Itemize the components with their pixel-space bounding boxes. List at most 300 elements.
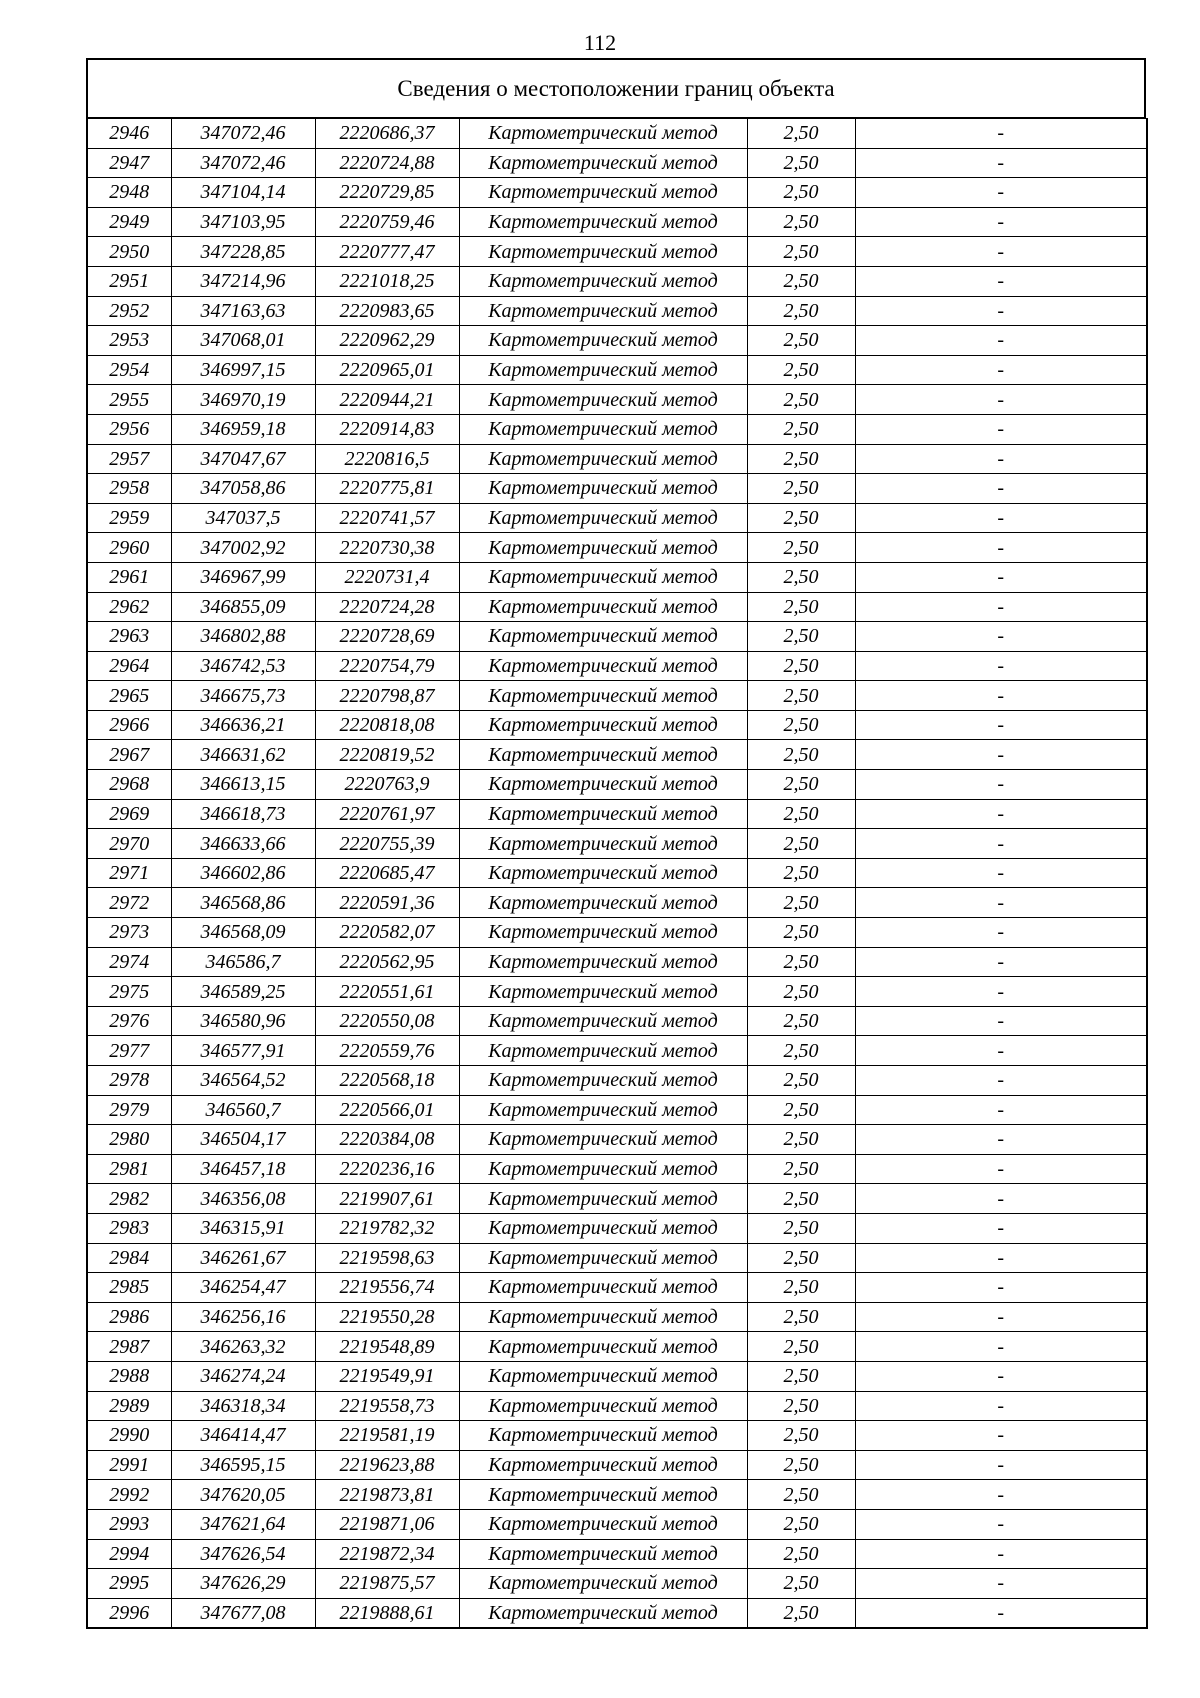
point-number-cell: 2967 <box>87 740 171 770</box>
table-row <box>87 770 1147 800</box>
x-coordinate-cell: 347047,67 <box>171 444 315 474</box>
method-cell: Картометрический метод <box>459 266 747 296</box>
method-cell: Картометрический метод <box>459 1184 747 1214</box>
point-number-cell: 2968 <box>87 770 171 800</box>
accuracy-cell: 2,50 <box>747 148 855 178</box>
x-coordinate-cell: 346256,16 <box>171 1302 315 1332</box>
table-row <box>87 266 1147 296</box>
y-coordinate-cell: 2219782,32 <box>315 1213 459 1243</box>
accuracy-cell: 2,50 <box>747 592 855 622</box>
table-row <box>87 207 1147 237</box>
method-cell: Картометрический метод <box>459 740 747 770</box>
y-coordinate-cell: 2220559,76 <box>315 1036 459 1066</box>
point-number-cell: 2952 <box>87 296 171 326</box>
table-row <box>87 1125 1147 1155</box>
method-cell: Картометрический метод <box>459 1450 747 1480</box>
y-coordinate-cell: 2220685,47 <box>315 858 459 888</box>
accuracy-cell: 2,50 <box>747 474 855 504</box>
x-coordinate-cell: 346997,15 <box>171 355 315 385</box>
table-row <box>87 1480 1147 1510</box>
accuracy-cell: 2,50 <box>747 1213 855 1243</box>
table-row <box>87 947 1147 977</box>
x-coordinate-cell: 346618,73 <box>171 799 315 829</box>
y-coordinate-cell: 2220965,01 <box>315 355 459 385</box>
x-coordinate-cell: 346564,52 <box>171 1066 315 1096</box>
description-cell: - <box>855 799 1147 829</box>
point-number-cell: 2959 <box>87 503 171 533</box>
table-row <box>87 1036 1147 1066</box>
description-cell: - <box>855 207 1147 237</box>
point-number-cell: 2965 <box>87 681 171 711</box>
x-coordinate-cell: 347626,54 <box>171 1539 315 1569</box>
method-cell: Картометрический метод <box>459 1391 747 1421</box>
table-row <box>87 1361 1147 1391</box>
table-row <box>87 533 1147 563</box>
x-coordinate-cell: 347072,46 <box>171 148 315 178</box>
table-body <box>87 119 1147 1629</box>
description-cell: - <box>855 1450 1147 1480</box>
y-coordinate-cell: 2220384,08 <box>315 1125 459 1155</box>
y-coordinate-cell: 2219550,28 <box>315 1302 459 1332</box>
y-coordinate-cell: 2220798,87 <box>315 681 459 711</box>
method-cell: Картометрический метод <box>459 444 747 474</box>
x-coordinate-cell: 347163,63 <box>171 296 315 326</box>
y-coordinate-cell: 2220777,47 <box>315 237 459 267</box>
x-coordinate-cell: 346970,19 <box>171 385 315 415</box>
description-cell: - <box>855 326 1147 356</box>
point-number-cell: 2947 <box>87 148 171 178</box>
description-cell: - <box>855 562 1147 592</box>
description-cell: - <box>855 1095 1147 1125</box>
table-row <box>87 562 1147 592</box>
point-number-cell: 2984 <box>87 1243 171 1273</box>
method-cell: Картометрический метод <box>459 1539 747 1569</box>
y-coordinate-cell: 2220724,88 <box>315 148 459 178</box>
description-cell: - <box>855 444 1147 474</box>
table-row <box>87 1421 1147 1451</box>
method-cell: Картометрический метод <box>459 1332 747 1362</box>
accuracy-cell: 2,50 <box>747 622 855 652</box>
method-cell: Картометрический метод <box>459 385 747 415</box>
point-number-cell: 2974 <box>87 947 171 977</box>
table-row <box>87 1302 1147 1332</box>
table-row <box>87 1569 1147 1599</box>
y-coordinate-cell: 2220568,18 <box>315 1066 459 1096</box>
point-number-cell: 2970 <box>87 829 171 859</box>
accuracy-cell: 2,50 <box>747 681 855 711</box>
point-number-cell: 2987 <box>87 1332 171 1362</box>
x-coordinate-cell: 346577,91 <box>171 1036 315 1066</box>
accuracy-cell: 2,50 <box>747 829 855 859</box>
y-coordinate-cell: 2220775,81 <box>315 474 459 504</box>
method-cell: Картометрический метод <box>459 1480 747 1510</box>
point-number-cell: 2983 <box>87 1213 171 1243</box>
accuracy-cell: 2,50 <box>747 947 855 977</box>
y-coordinate-cell: 2219888,61 <box>315 1598 459 1628</box>
description-cell: - <box>855 651 1147 681</box>
x-coordinate-cell: 346855,09 <box>171 592 315 622</box>
description-cell: - <box>855 119 1147 149</box>
y-coordinate-cell: 2219556,74 <box>315 1273 459 1303</box>
description-cell: - <box>855 1273 1147 1303</box>
accuracy-cell: 2,50 <box>747 1480 855 1510</box>
point-number-cell: 2950 <box>87 237 171 267</box>
x-coordinate-cell: 346315,91 <box>171 1213 315 1243</box>
description-cell: - <box>855 1391 1147 1421</box>
accuracy-cell: 2,50 <box>747 178 855 208</box>
method-cell: Картометрический метод <box>459 1095 747 1125</box>
y-coordinate-cell: 2220818,08 <box>315 710 459 740</box>
x-coordinate-cell: 346580,96 <box>171 1006 315 1036</box>
description-cell: - <box>855 1361 1147 1391</box>
point-number-cell: 2982 <box>87 1184 171 1214</box>
description-cell: - <box>855 266 1147 296</box>
point-number-cell: 2979 <box>87 1095 171 1125</box>
accuracy-cell: 2,50 <box>747 977 855 1007</box>
description-cell: - <box>855 148 1147 178</box>
point-number-cell: 2972 <box>87 888 171 918</box>
point-number-cell: 2978 <box>87 1066 171 1096</box>
x-coordinate-cell: 347626,29 <box>171 1569 315 1599</box>
accuracy-cell: 2,50 <box>747 1066 855 1096</box>
method-cell: Картометрический метод <box>459 414 747 444</box>
y-coordinate-cell: 2219873,81 <box>315 1480 459 1510</box>
method-cell: Картометрический метод <box>459 681 747 711</box>
method-cell: Картометрический метод <box>459 1509 747 1539</box>
accuracy-cell: 2,50 <box>747 1243 855 1273</box>
method-cell: Картометрический метод <box>459 1273 747 1303</box>
description-cell: - <box>855 947 1147 977</box>
y-coordinate-cell: 2220816,5 <box>315 444 459 474</box>
accuracy-cell: 2,50 <box>747 503 855 533</box>
description-cell: - <box>855 1006 1147 1036</box>
x-coordinate-cell: 346636,21 <box>171 710 315 740</box>
description-cell: - <box>855 622 1147 652</box>
accuracy-cell: 2,50 <box>747 1361 855 1391</box>
y-coordinate-cell: 2219548,89 <box>315 1332 459 1362</box>
accuracy-cell: 2,50 <box>747 266 855 296</box>
description-cell: - <box>855 918 1147 948</box>
coordinates-table-sheet <box>86 58 1146 1629</box>
table-row <box>87 622 1147 652</box>
x-coordinate-cell: 347068,01 <box>171 326 315 356</box>
accuracy-cell: 2,50 <box>747 1421 855 1451</box>
accuracy-cell: 2,50 <box>747 651 855 681</box>
x-coordinate-cell: 346802,88 <box>171 622 315 652</box>
point-number-cell: 2973 <box>87 918 171 948</box>
y-coordinate-cell: 2219871,06 <box>315 1509 459 1539</box>
point-number-cell: 2994 <box>87 1539 171 1569</box>
table-row <box>87 740 1147 770</box>
table-row <box>87 1332 1147 1362</box>
x-coordinate-cell: 347072,46 <box>171 119 315 149</box>
point-number-cell: 2995 <box>87 1569 171 1599</box>
x-coordinate-cell: 346633,66 <box>171 829 315 859</box>
description-cell: - <box>855 858 1147 888</box>
table-row <box>87 858 1147 888</box>
point-number-cell: 2988 <box>87 1361 171 1391</box>
accuracy-cell: 2,50 <box>747 119 855 149</box>
y-coordinate-cell: 2220550,08 <box>315 1006 459 1036</box>
table-row <box>87 1066 1147 1096</box>
description-cell: - <box>855 1569 1147 1599</box>
table-row <box>87 178 1147 208</box>
accuracy-cell: 2,50 <box>747 1154 855 1184</box>
y-coordinate-cell: 2220914,83 <box>315 414 459 444</box>
y-coordinate-cell: 2220944,21 <box>315 385 459 415</box>
accuracy-cell: 2,50 <box>747 858 855 888</box>
x-coordinate-cell: 347620,05 <box>171 1480 315 1510</box>
x-coordinate-cell: 346589,25 <box>171 977 315 1007</box>
table-row <box>87 119 1147 149</box>
point-number-cell: 2958 <box>87 474 171 504</box>
method-cell: Картометрический метод <box>459 1066 747 1096</box>
method-cell: Картометрический метод <box>459 622 747 652</box>
table-row <box>87 977 1147 1007</box>
y-coordinate-cell: 2219875,57 <box>315 1569 459 1599</box>
method-cell: Картометрический метод <box>459 888 747 918</box>
x-coordinate-cell: 346631,62 <box>171 740 315 770</box>
point-number-cell: 2993 <box>87 1509 171 1539</box>
method-cell: Картометрический метод <box>459 858 747 888</box>
x-coordinate-cell: 346742,53 <box>171 651 315 681</box>
accuracy-cell: 2,50 <box>747 1036 855 1066</box>
y-coordinate-cell: 2220591,36 <box>315 888 459 918</box>
method-cell: Картометрический метод <box>459 1006 747 1036</box>
description-cell: - <box>855 1598 1147 1628</box>
y-coordinate-cell: 2219581,19 <box>315 1421 459 1451</box>
accuracy-cell: 2,50 <box>747 1509 855 1539</box>
point-number-cell: 2960 <box>87 533 171 563</box>
point-number-cell: 2966 <box>87 710 171 740</box>
x-coordinate-cell: 346263,32 <box>171 1332 315 1362</box>
point-number-cell: 2976 <box>87 1006 171 1036</box>
y-coordinate-cell: 2219623,88 <box>315 1450 459 1480</box>
point-number-cell: 2964 <box>87 651 171 681</box>
x-coordinate-cell: 346560,7 <box>171 1095 315 1125</box>
table-row <box>87 1213 1147 1243</box>
y-coordinate-cell: 2219907,61 <box>315 1184 459 1214</box>
x-coordinate-cell: 346959,18 <box>171 414 315 444</box>
x-coordinate-cell: 346457,18 <box>171 1154 315 1184</box>
x-coordinate-cell: 346504,17 <box>171 1125 315 1155</box>
point-number-cell: 2951 <box>87 266 171 296</box>
accuracy-cell: 2,50 <box>747 1095 855 1125</box>
description-cell: - <box>855 1539 1147 1569</box>
description-cell: - <box>855 1332 1147 1362</box>
table-row <box>87 503 1147 533</box>
accuracy-cell: 2,50 <box>747 296 855 326</box>
accuracy-cell: 2,50 <box>747 770 855 800</box>
y-coordinate-cell: 2220761,97 <box>315 799 459 829</box>
table-row <box>87 888 1147 918</box>
table-row <box>87 385 1147 415</box>
point-number-cell: 2963 <box>87 622 171 652</box>
table-row <box>87 1243 1147 1273</box>
table-row <box>87 444 1147 474</box>
description-cell: - <box>855 740 1147 770</box>
table-row <box>87 1539 1147 1569</box>
point-number-cell: 2986 <box>87 1302 171 1332</box>
table-row <box>87 474 1147 504</box>
description-cell: - <box>855 681 1147 711</box>
point-number-cell: 2956 <box>87 414 171 444</box>
method-cell: Картометрический метод <box>459 1154 747 1184</box>
y-coordinate-cell: 2220236,16 <box>315 1154 459 1184</box>
point-number-cell: 2971 <box>87 858 171 888</box>
y-coordinate-cell: 2220755,39 <box>315 829 459 859</box>
description-cell: - <box>855 1125 1147 1155</box>
method-cell: Картометрический метод <box>459 237 747 267</box>
x-coordinate-cell: 346568,09 <box>171 918 315 948</box>
table-row <box>87 1184 1147 1214</box>
accuracy-cell: 2,50 <box>747 207 855 237</box>
description-cell: - <box>855 1036 1147 1066</box>
description-cell: - <box>855 1154 1147 1184</box>
description-cell: - <box>855 1421 1147 1451</box>
y-coordinate-cell: 2220686,37 <box>315 119 459 149</box>
y-coordinate-cell: 2220754,79 <box>315 651 459 681</box>
description-cell: - <box>855 1066 1147 1096</box>
description-cell: - <box>855 474 1147 504</box>
method-cell: Картометрический метод <box>459 1361 747 1391</box>
x-coordinate-cell: 346274,24 <box>171 1361 315 1391</box>
method-cell: Картометрический метод <box>459 1421 747 1451</box>
table-row <box>87 1598 1147 1628</box>
accuracy-cell: 2,50 <box>747 1569 855 1599</box>
point-number-cell: 2953 <box>87 326 171 356</box>
point-number-cell: 2954 <box>87 355 171 385</box>
table-row <box>87 918 1147 948</box>
y-coordinate-cell: 2220962,29 <box>315 326 459 356</box>
x-coordinate-cell: 346568,86 <box>171 888 315 918</box>
description-cell: - <box>855 1213 1147 1243</box>
y-coordinate-cell: 2220728,69 <box>315 622 459 652</box>
method-cell: Картометрический метод <box>459 503 747 533</box>
description-cell: - <box>855 355 1147 385</box>
y-coordinate-cell: 2219598,63 <box>315 1243 459 1273</box>
x-coordinate-cell: 346967,99 <box>171 562 315 592</box>
accuracy-cell: 2,50 <box>747 1391 855 1421</box>
method-cell: Картометрический метод <box>459 207 747 237</box>
method-cell: Картометрический метод <box>459 770 747 800</box>
y-coordinate-cell: 2220763,9 <box>315 770 459 800</box>
x-coordinate-cell: 346356,08 <box>171 1184 315 1214</box>
table-row <box>87 1450 1147 1480</box>
accuracy-cell: 2,50 <box>747 1184 855 1214</box>
method-cell: Картометрический метод <box>459 947 747 977</box>
method-cell: Картометрический метод <box>459 1302 747 1332</box>
method-cell: Картометрический метод <box>459 1036 747 1066</box>
table-row <box>87 592 1147 622</box>
method-cell: Картометрический метод <box>459 533 747 563</box>
x-coordinate-cell: 346675,73 <box>171 681 315 711</box>
table-row <box>87 1509 1147 1539</box>
point-number-cell: 2962 <box>87 592 171 622</box>
point-number-cell: 2996 <box>87 1598 171 1628</box>
y-coordinate-cell: 2219549,91 <box>315 1361 459 1391</box>
description-cell: - <box>855 296 1147 326</box>
table-row <box>87 1391 1147 1421</box>
accuracy-cell: 2,50 <box>747 1598 855 1628</box>
accuracy-cell: 2,50 <box>747 326 855 356</box>
x-coordinate-cell: 347677,08 <box>171 1598 315 1628</box>
table-row <box>87 355 1147 385</box>
y-coordinate-cell: 2220819,52 <box>315 740 459 770</box>
point-number-cell: 2977 <box>87 1036 171 1066</box>
point-number-cell: 2961 <box>87 562 171 592</box>
description-cell: - <box>855 385 1147 415</box>
accuracy-cell: 2,50 <box>747 562 855 592</box>
accuracy-cell: 2,50 <box>747 888 855 918</box>
table-row <box>87 799 1147 829</box>
accuracy-cell: 2,50 <box>747 385 855 415</box>
y-coordinate-cell: 2220983,65 <box>315 296 459 326</box>
method-cell: Картометрический метод <box>459 1569 747 1599</box>
method-cell: Картометрический метод <box>459 592 747 622</box>
point-number-cell: 2990 <box>87 1421 171 1451</box>
description-cell: - <box>855 770 1147 800</box>
accuracy-cell: 2,50 <box>747 740 855 770</box>
page-number: 112 <box>583 30 617 55</box>
y-coordinate-cell: 2220551,61 <box>315 977 459 1007</box>
accuracy-cell: 2,50 <box>747 414 855 444</box>
accuracy-cell: 2,50 <box>747 1125 855 1155</box>
table-row <box>87 1154 1147 1184</box>
table-row <box>87 414 1147 444</box>
description-cell: - <box>855 829 1147 859</box>
method-cell: Картометрический метод <box>459 1243 747 1273</box>
point-number-cell: 2949 <box>87 207 171 237</box>
point-number-cell: 2985 <box>87 1273 171 1303</box>
description-cell: - <box>855 533 1147 563</box>
method-cell: Картометрический метод <box>459 977 747 1007</box>
accuracy-cell: 2,50 <box>747 533 855 563</box>
method-cell: Картометрический метод <box>459 326 747 356</box>
accuracy-cell: 2,50 <box>747 1539 855 1569</box>
point-number-cell: 2955 <box>87 385 171 415</box>
description-cell: - <box>855 710 1147 740</box>
description-cell: - <box>855 414 1147 444</box>
x-coordinate-cell: 347228,85 <box>171 237 315 267</box>
y-coordinate-cell: 2220724,28 <box>315 592 459 622</box>
x-coordinate-cell: 346414,47 <box>171 1421 315 1451</box>
method-cell: Картометрический метод <box>459 148 747 178</box>
x-coordinate-cell: 347058,86 <box>171 474 315 504</box>
point-number-cell: 2957 <box>87 444 171 474</box>
method-cell: Картометрический метод <box>459 355 747 385</box>
table-row <box>87 296 1147 326</box>
point-number-cell: 2981 <box>87 1154 171 1184</box>
description-cell: - <box>855 1184 1147 1214</box>
method-cell: Картометрический метод <box>459 296 747 326</box>
point-number-cell: 2989 <box>87 1391 171 1421</box>
point-number-cell: 2946 <box>87 119 171 149</box>
method-cell: Картометрический метод <box>459 1213 747 1243</box>
accuracy-cell: 2,50 <box>747 799 855 829</box>
x-coordinate-cell: 346318,34 <box>171 1391 315 1421</box>
point-number-cell: 2969 <box>87 799 171 829</box>
accuracy-cell: 2,50 <box>747 444 855 474</box>
table-row <box>87 829 1147 859</box>
accuracy-cell: 2,50 <box>747 1006 855 1036</box>
method-cell: Картометрический метод <box>459 178 747 208</box>
method-cell: Картометрический метод <box>459 651 747 681</box>
y-coordinate-cell: 2220582,07 <box>315 918 459 948</box>
x-coordinate-cell: 347037,5 <box>171 503 315 533</box>
method-cell: Картометрический метод <box>459 918 747 948</box>
accuracy-cell: 2,50 <box>747 355 855 385</box>
